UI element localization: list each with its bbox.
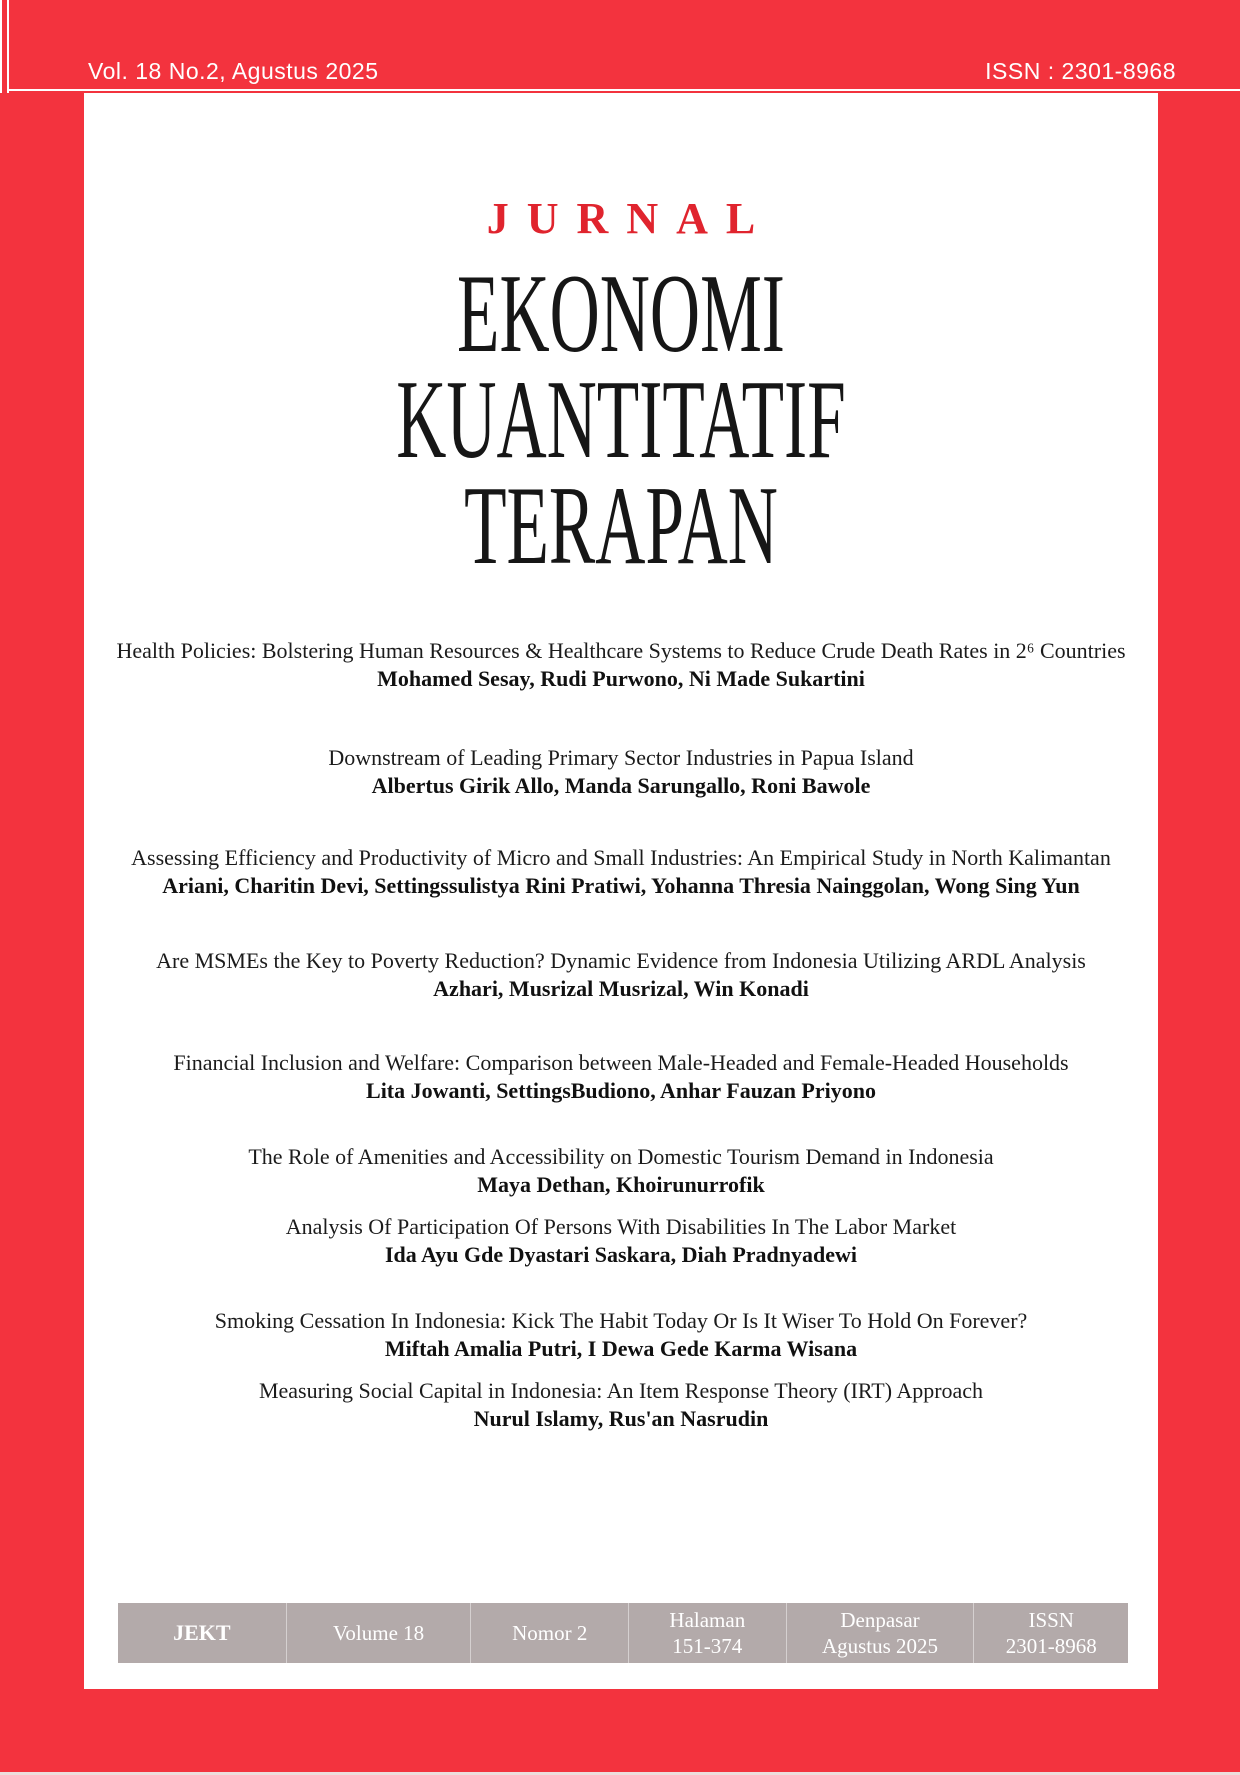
footer-table: [118, 1603, 1128, 1663]
article-item: [92, 637, 1150, 693]
footer-cell-denpasar: [786, 1603, 974, 1663]
footer-cell-text: Denpasar: [840, 1608, 920, 1632]
masthead: [84, 93, 1158, 588]
article-authors: Ida Ayu Gde Dyastari Saskara, Diah Pradnyadewi: [384, 1242, 858, 1267]
article-item: [92, 1213, 1150, 1269]
footer-cell-volume: [286, 1603, 471, 1663]
article-authors: Mohamed Sesay, Rudi Purwono, Ni Made Sukartini: [377, 666, 865, 691]
footer-cell-text: Volume 18: [332, 1621, 425, 1645]
footer-cell-halaman: [628, 1603, 786, 1663]
article-authors: Azhari, Musrizal Musrizal, Win Konadi: [433, 976, 809, 1001]
article-item: [92, 1377, 1150, 1433]
article-title: Measuring Social Capital in Indonesia: An Item Response Theory (IRT) Approach: [258, 1378, 984, 1403]
footer-cell-nomor: [470, 1603, 628, 1663]
journal-kicker: JURNAL: [486, 194, 774, 243]
article-item: [92, 844, 1150, 900]
article-list: [84, 637, 1158, 1433]
journal-title: [84, 252, 1158, 588]
journal-title-line-3: TERAPAN: [464, 464, 778, 588]
cover-sheet: [84, 93, 1158, 1689]
article-title: The Role of Amenities and Accessibility on Domestic Tourism Demand in Indonesia: [248, 1144, 994, 1169]
footer-cell-issn: [973, 1603, 1128, 1663]
article-title: Assessing Efficiency and Productivity of Micro and Small Industries: An Empirical Study in North Kalimantan: [131, 845, 1111, 870]
article-authors: Miftah Amalia Putri, I Dewa Gede Karma Wisana: [384, 1336, 858, 1361]
footer-cell-text: Halaman: [669, 1608, 746, 1632]
header-inner-border-bottom: [7, 89, 1240, 91]
article-item: [92, 1049, 1150, 1105]
bottom-strip: [0, 1689, 1240, 1775]
article-item: [92, 947, 1150, 1003]
article-authors: Nurul Islamy, Rus'an Nasrudin: [473, 1406, 769, 1431]
article-item: [92, 1307, 1150, 1363]
article-authors: Maya Dethan, Khoirunurrofik: [477, 1172, 765, 1197]
journal-title-line-2: KUANTITATIF: [396, 358, 846, 482]
footer-cell-text: 151-374: [672, 1634, 743, 1658]
article-title: Smoking Cessation In Indonesia: Kick The Habit Today Or Is It Wiser To Hold On Forever?: [214, 1308, 1028, 1333]
header-inner-border-left: [7, 0, 9, 93]
footer-cell-text: JEKT: [173, 1620, 231, 1645]
footer-cell-jekt: [118, 1603, 286, 1663]
article-title: Downstream of Leading Primary Sector Industries in Papua Island: [328, 745, 914, 770]
journal-title-line-1: EKONOMI: [457, 252, 785, 376]
top-bar: [0, 0, 1240, 93]
article-title: Health Policies: Bolstering Human Resources & Healthcare Systems to Reduce Crude Death Rates in 2⁶ Countries: [116, 638, 1126, 663]
header-issn-text: ISSN : 2301-8968: [985, 58, 1176, 84]
article-title: Are MSMEs the Key to Poverty Reduction? Dynamic Evidence from Indonesia Utilizing ARDL Analysis: [156, 948, 1086, 973]
footer-cell-text: 2301-8968: [1005, 1634, 1097, 1658]
header-edge-line: [0, 0, 2, 93]
footer-cell-text: Nomor 2: [512, 1621, 588, 1645]
article-item: [92, 1143, 1150, 1199]
article-authors: Ariani, Charitin Devi, Settingssulistya Rini Pratiwi, Yohanna Thresia Nainggolan, Wong Sing Yun: [162, 873, 1080, 898]
article-title: Financial Inclusion and Welfare: Comparison between Male-Headed and Female-Headed Households: [173, 1050, 1069, 1075]
footer-cell-text: ISSN: [1028, 1608, 1074, 1632]
header-volume-text: Vol. 18 No.2, Agustus 2025: [88, 58, 379, 84]
article-item: [92, 744, 1150, 800]
article-authors: Albertus Girik Allo, Manda Sarungallo, Roni Bawole: [371, 773, 871, 798]
footer-cell-text: Agustus 2025: [821, 1634, 939, 1658]
article-title: Analysis Of Participation Of Persons With Disabilities In The Labor Market: [285, 1214, 957, 1239]
article-authors: Lita Jowanti, SettingsBudiono, Anhar Fauzan Priyono: [366, 1078, 876, 1103]
